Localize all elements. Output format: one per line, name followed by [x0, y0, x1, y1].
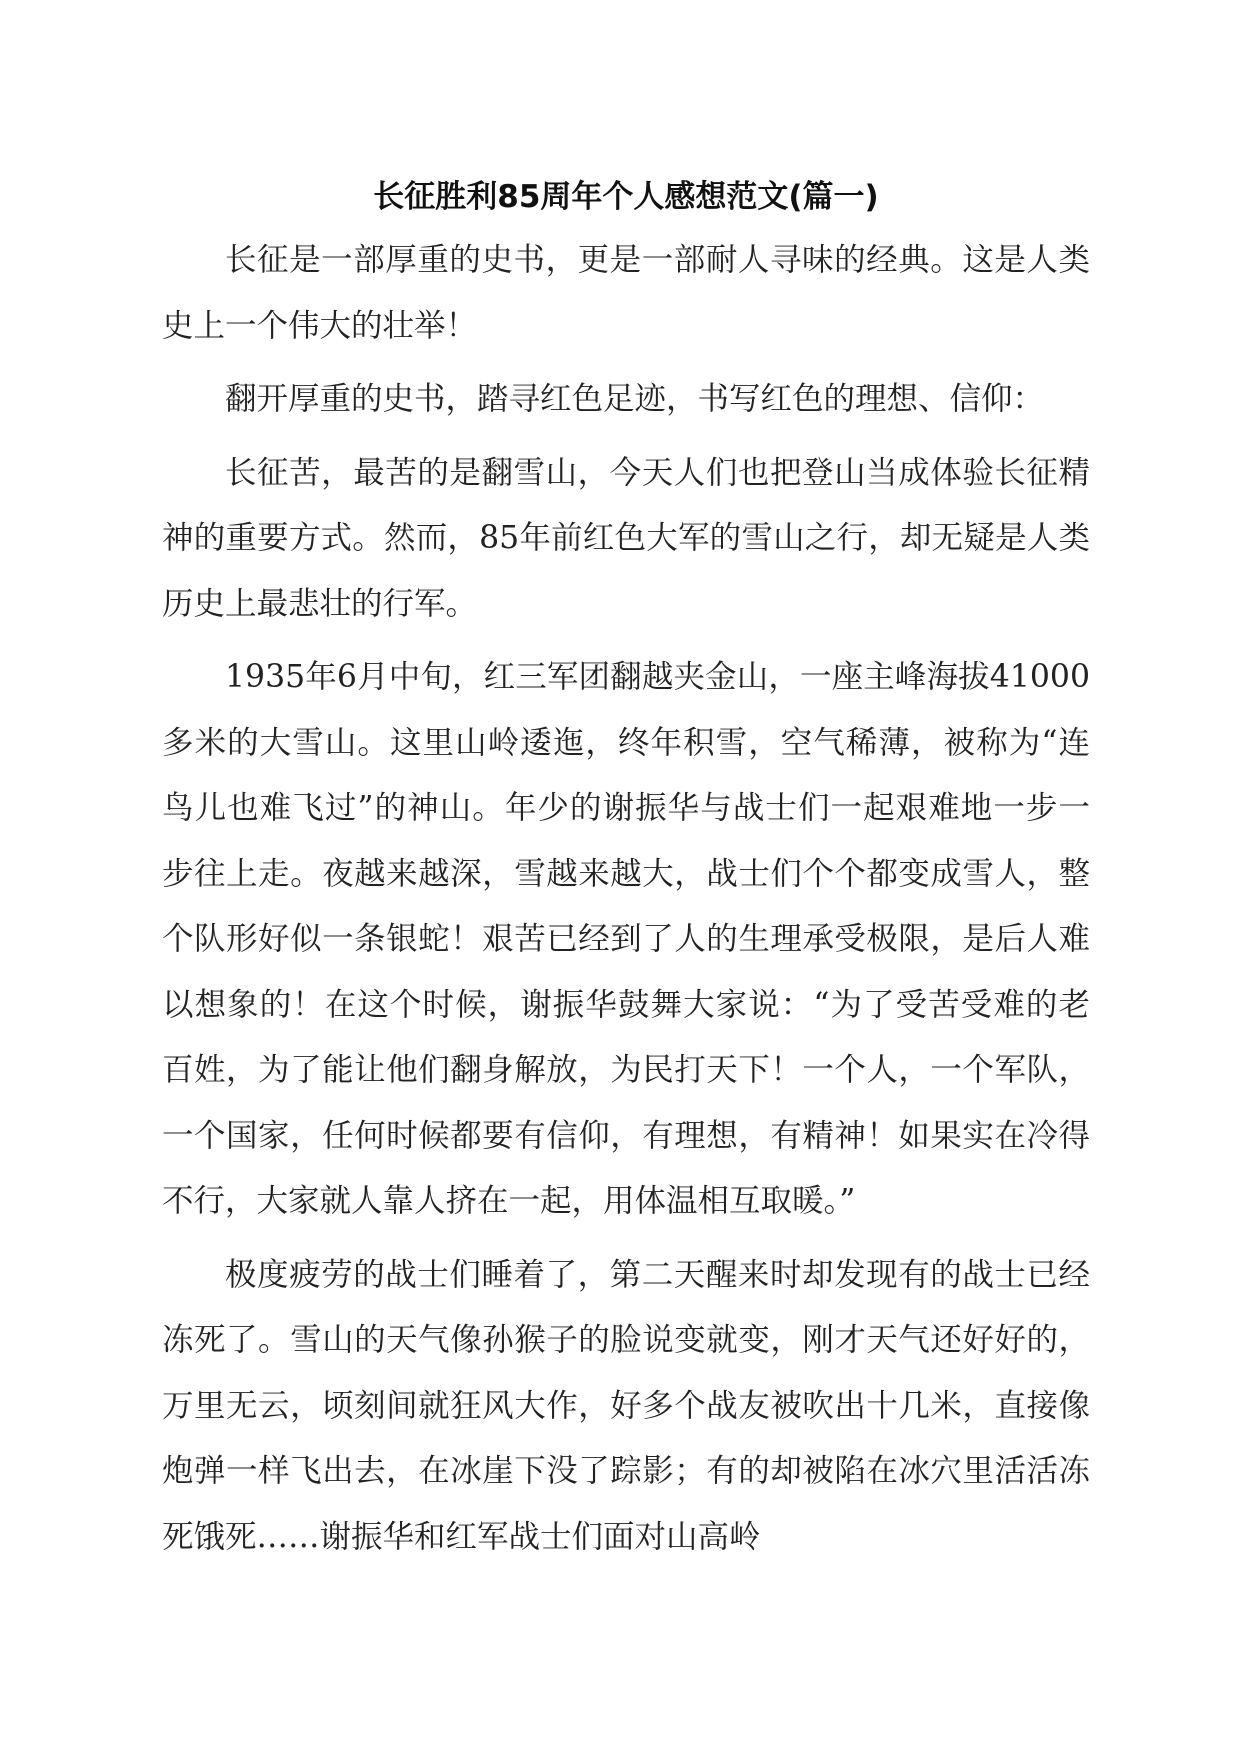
document-page	[162, 170, 1090, 1570]
paragraph-5: 极度疲劳的战士们睡着了，第二天醒来时却发现有的战士已经冻死了。雪山的天气像孙猴子的脸说变就变，刚才天气还好好的，万里无云，顷刻间就狂风大作，好多个战友被吹出十几米，直接像炮弹一样飞出去，在冰崖下没了踪影；有的却被陷在冰穴里活活冻死饿死……谢振华和红军战士们面对山高岭	[162, 1256, 1090, 1555]
document-title: 长征胜利85周年个人感想范文(篇一)	[373, 179, 879, 215]
paragraph-1: 长征是一部厚重的史书，更是一部耐人寻味的经典。这是人类史上一个伟大的壮举！	[162, 242, 1090, 344]
paragraph-2: 翻开厚重的史书，踏寻红色足迹，书写红色的理想、信仰：	[225, 381, 1045, 417]
paragraph-4: 1935年6月中旬，红三军团翻越夹金山，一座主峰海拔41000多米的大雪山。这里山岭逶迤，终年积雪，空气稀薄，被称为“连鸟儿也难飞过”的神山。年少的谢振华与战士们一起艰难地一步一步往上走。夜越来越深，雪越来越大，战士们个个都变成雪人，整个队形好似一条银蛇！艰苦已经到了人的生理承受极限，是后人难以想象的！在这个时候，谢振华鼓舞大家说：“为了受苦受难的老百姓，为了能让他们翻身解放，为民打天下！一个人，一个军队，一个国家，任何时候都要有信仰，有理想，有精神！如果实在冷得不行，大家就人靠人挤在一起，用体温相互取暖。”	[162, 659, 1090, 1219]
paragraph-3: 长征苦，最苦的是翻雪山，今天人们也把登山当成体验长征精神的重要方式。然而，85年前红色大军的雪山之行，却无疑是人类历史上最悲壮的行军。	[162, 454, 1090, 622]
